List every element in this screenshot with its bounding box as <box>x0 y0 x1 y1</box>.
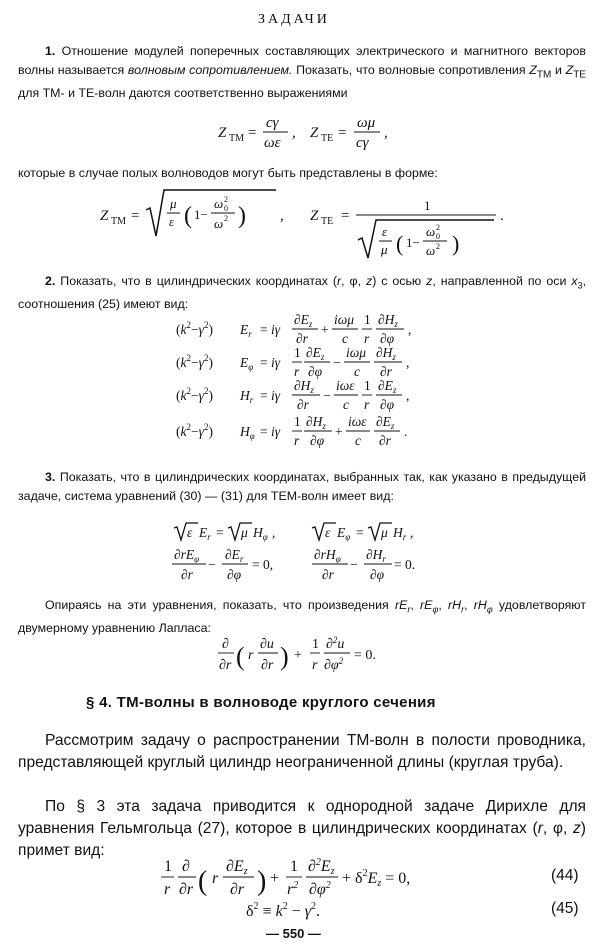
svg-text:Z: Z <box>218 125 227 141</box>
problem-3-text: 3. Показать, что в цилиндрических координатах, выбранных так, как указано в предыдущей задаче, система уравнений (30) — (31) для ТЕМ-волн имеет вид: <box>18 470 587 503</box>
svg-text:,: , <box>408 322 412 337</box>
svg-text:): ) <box>280 642 289 671</box>
svg-text:= iγ: = iγ <box>260 424 281 439</box>
svg-text:Er: $E_r$ <box>199 525 211 542</box>
problem-3-text-b: Опираясь на эти уравнения, показать, что произведения $rE_r$, $rE_\varphi$, $rH_r$, $rH_\varphi$ удовлетворяют двумерному уравнению Лапласа: <box>18 598 586 636</box>
svg-text:): ) <box>257 866 267 897</box>
svg-text:∂Hz: $\partial H_z$ <box>294 378 314 395</box>
svg-text:ωε: ωε <box>264 135 281 151</box>
svg-text:=: = <box>131 208 140 224</box>
svg-text:Z: Z <box>310 125 319 141</box>
svg-text:∂Hz: $\partial H_z$ <box>378 312 398 329</box>
svg-text:∂r: ∂r <box>179 881 194 898</box>
svg-text:=: = <box>338 125 347 141</box>
svg-text:,: , <box>406 355 410 370</box>
svg-text:∂Er: $\partial E_r$ <box>225 547 244 564</box>
svg-text:ω: ω <box>214 196 224 211</box>
svg-text:1: 1 <box>424 198 431 213</box>
svg-text:δ2 ≡ k2 − γ2.: $\delta^2 \equiv k^2 - \gamma^2$. <box>246 901 321 920</box>
problem-1-term: волновым сопротивлением. <box>127 63 293 77</box>
svg-text:μ: μ <box>381 525 388 540</box>
svg-text:∂: ∂ <box>222 637 229 652</box>
page-title: ЗАДАЧИ <box>258 12 330 27</box>
svg-text:(k2−γ2): $(k^2-\gamma^2)$ <box>176 320 213 337</box>
section-paragraph-1: Рассмотрим задачу о распространении ТМ-волн в полости проводника, представляющей круглый цилиндр неограниченной длины (круглая труба). <box>18 732 586 771</box>
svg-text:r: r <box>294 433 300 448</box>
svg-text:c: c <box>343 397 349 412</box>
svg-text:ε: ε <box>187 525 193 540</box>
svg-text:∂r: ∂r <box>261 658 274 673</box>
problem-2-equations <box>176 310 436 460</box>
svg-text:∂Hz: $\partial H_z$ <box>306 414 326 431</box>
svg-text:∂φ: ∂φ <box>227 567 242 582</box>
svg-text:μ: μ <box>170 196 177 211</box>
svg-text:∂φ2: $\partial\varphi^2$ <box>309 880 331 898</box>
svg-text:Er: $E_r$ <box>240 322 252 339</box>
svg-text:=: = <box>248 125 257 141</box>
svg-text:1: 1 <box>294 414 301 429</box>
svg-text:=: = <box>216 525 224 540</box>
svg-text:Hφ: $H_\varphi$ <box>253 525 268 542</box>
svg-text:r: r <box>364 331 370 346</box>
svg-text:∂: ∂ <box>182 858 190 875</box>
svg-text:∂2u: ∂$^2$u <box>326 635 345 652</box>
svg-text:ω: ω <box>214 216 224 231</box>
svg-text:r: r <box>248 648 254 663</box>
svg-text:1: 1 <box>294 345 301 360</box>
svg-text:(: ( <box>198 866 208 897</box>
svg-text:,: , <box>384 125 388 141</box>
svg-text:1: 1 <box>364 378 371 393</box>
svg-text:∂2Ez: ∂$^2$Ez <box>308 857 335 877</box>
svg-text:c: c <box>342 331 348 346</box>
svg-text:TE: TE <box>321 216 334 227</box>
svg-text:∂φ: ∂φ <box>380 397 395 412</box>
svg-text:(k2−γ2): $(k^2-\gamma^2)$ <box>176 422 213 439</box>
svg-text:cγ: cγ <box>356 135 369 151</box>
svg-text:∂Ez: $\partial E_z$ <box>294 312 313 329</box>
svg-text:+: + <box>335 424 343 439</box>
svg-text:2: 2 <box>436 242 440 251</box>
svg-text:cγ: cγ <box>266 115 279 131</box>
svg-text:∂r: ∂r <box>322 567 334 582</box>
equation-44 <box>160 856 450 900</box>
problem-1-text-a: Отношение модулей поперечных составляющих электрического и магнитного векторов волны называется <box>18 44 586 77</box>
svg-text:): ) <box>452 231 460 256</box>
svg-text:r: r <box>212 870 219 887</box>
svg-text:Hr: $H_r$ <box>393 525 407 542</box>
svg-text:=: = <box>356 525 364 540</box>
svg-text:= iγ: = iγ <box>260 355 281 370</box>
svg-text:ε: ε <box>382 224 388 239</box>
svg-text:TE: TE <box>321 133 334 144</box>
problem-3-number: 3. <box>45 470 56 484</box>
svg-text:=: = <box>341 208 350 224</box>
svg-text:1−: 1− <box>194 207 208 222</box>
svg-text:1−: 1− <box>406 235 420 250</box>
svg-text:2: 2 <box>436 223 440 232</box>
svg-text:∂Ez: ∂Ez <box>226 858 248 877</box>
svg-text:iωε: iωε <box>336 378 355 393</box>
problem-1-text-d: которые в случае полых волноводов могут быть представлены в форме: <box>18 166 438 180</box>
svg-text:= 0.: = 0. <box>354 648 376 663</box>
svg-text:∂φ2: $\partial\varphi^2$ <box>324 656 344 673</box>
svg-text:∂φ: ∂φ <box>380 331 395 346</box>
problem-1-equation-2 <box>98 188 508 260</box>
problem-1-number: 1. <box>45 44 56 58</box>
svg-text:∂Ez: $\partial E_z$ <box>306 345 325 362</box>
svg-text:∂u: ∂u <box>260 637 274 652</box>
svg-text:Hφ: $H_\varphi$ <box>240 424 255 441</box>
problem-2-text: 2. Показать, что в цилиндрических координатах (r, φ, z) с осью z, направленной по оси $x_3$, соотношения (25) имеют вид: <box>18 274 587 312</box>
svg-text:1: 1 <box>312 637 319 652</box>
svg-text:∂r: ∂r <box>296 331 308 346</box>
equation-45 <box>244 898 364 924</box>
svg-text:−: − <box>323 388 331 403</box>
svg-text:Eφ: $E_\varphi$ <box>337 525 351 542</box>
svg-text:∂r: ∂r <box>379 433 391 448</box>
problem-1-equation-1 <box>210 112 400 152</box>
svg-text:,: , <box>292 125 296 141</box>
svg-text:r: r <box>364 397 370 412</box>
svg-text:μ: μ <box>381 242 388 257</box>
svg-text:1: 1 <box>290 858 298 875</box>
svg-text:r: r <box>164 881 171 898</box>
svg-text:,: , <box>406 388 410 403</box>
svg-text:Hr: $H_r$ <box>240 388 254 405</box>
svg-text:.: . <box>500 208 504 224</box>
svg-text:+ δ2Ez = 0,: + $\delta^2Ez = 0$, <box>342 868 411 889</box>
svg-text:c: c <box>355 433 361 448</box>
svg-text:(k2−γ2): $(k^2-\gamma^2)$ <box>176 386 213 403</box>
svg-text:iωε: iωε <box>348 414 367 429</box>
svg-text:= 0,: = 0, <box>252 557 274 572</box>
svg-text:2: 2 <box>224 214 228 223</box>
svg-text:∂r: ∂r <box>181 567 193 582</box>
svg-text:iωμ: iωμ <box>346 345 367 360</box>
svg-text:c: c <box>354 364 360 379</box>
svg-text:∂φ: ∂φ <box>308 364 323 379</box>
svg-text:Z: Z <box>100 208 109 224</box>
equation-44-number: (44) <box>551 867 579 884</box>
svg-text:−: − <box>208 557 216 572</box>
svg-text:,: , <box>280 208 284 224</box>
svg-text:ω: ω <box>426 243 436 258</box>
svg-text:∂r: ∂r <box>297 397 309 412</box>
svg-text:r: r <box>294 364 300 379</box>
svg-text:.: . <box>404 424 408 439</box>
svg-text:ω: ω <box>426 224 436 239</box>
svg-text:∂r: ∂r <box>380 364 392 379</box>
svg-text:ε: ε <box>169 214 175 229</box>
svg-text:(: ( <box>184 203 192 229</box>
svg-text:∂Hz: $\partial H_z$ <box>376 345 396 362</box>
svg-text:iωμ: iωμ <box>334 312 355 327</box>
svg-text:TM: TM <box>111 216 126 227</box>
svg-text:+: + <box>294 648 302 663</box>
svg-text:+: + <box>321 322 329 337</box>
svg-text:Z: Z <box>310 208 319 224</box>
svg-text:0: 0 <box>224 204 228 213</box>
svg-text:(: ( <box>236 642 245 671</box>
problem-3-equations <box>172 522 432 588</box>
svg-text:(k2−γ2): $(k^2-\gamma^2)$ <box>176 353 213 370</box>
problem-1-text: 1. Отношение модулей поперечных составляющих электрического и магнитного векторов волны называется волновым сопротивлением. Показать, что волновые сопротивления $Z_{ТМ}$ и $Z_{ТЕ}$ для ТМ- и ТЕ-волн даются соответственно выражениями <box>18 44 586 101</box>
svg-text:μ: μ <box>241 525 248 540</box>
svg-text:r2: $r^2$ <box>287 880 299 898</box>
svg-text:= iγ: = iγ <box>260 388 281 403</box>
svg-text:0: 0 <box>436 232 440 241</box>
svg-text:+: + <box>270 870 280 887</box>
svg-text:ωμ: ωμ <box>357 115 376 131</box>
svg-text:−: − <box>333 355 341 370</box>
svg-text:∂rHφ: $\partial rH_\varphi$ <box>314 547 341 564</box>
svg-text:ε: ε <box>325 525 331 540</box>
page-number: — 550 — <box>266 926 321 941</box>
svg-text:−: − <box>350 557 358 572</box>
svg-text:∂rEφ: $\partial rE_\varphi$ <box>174 547 200 564</box>
svg-text:Eφ: $E_\varphi$ <box>240 355 254 372</box>
svg-text:= 0.: = 0. <box>394 557 416 572</box>
svg-text:TM: TM <box>229 133 244 144</box>
equation-45-number: (45) <box>551 900 579 917</box>
svg-text:∂Hr: $\partial H_r$ <box>366 547 386 564</box>
svg-text:∂Ez: $\partial E_z$ <box>376 414 395 431</box>
svg-text:1: 1 <box>364 312 371 327</box>
section-heading: § 4. ТМ-волны в волноводе круглого сечения <box>86 694 436 711</box>
svg-text:r: r <box>312 658 318 673</box>
svg-text:= iγ: = iγ <box>260 322 281 337</box>
section-paragraph-2: По § 3 эта задача приводится к однородной задаче Дирихле для уравнения Гельмгольца (27), которое в цилиндрических координатах (r, φ, z) примет вид: <box>18 798 586 859</box>
svg-text:2: 2 <box>224 195 228 204</box>
svg-text:): ) <box>238 203 246 229</box>
problem-3-laplace-equation <box>216 632 416 678</box>
svg-text:∂Ez: $\partial E_z$ <box>378 378 397 395</box>
svg-text:,: , <box>410 525 414 540</box>
svg-text:,: , <box>272 525 276 540</box>
svg-text:1: 1 <box>164 858 172 875</box>
problem-2-number: 2. <box>45 274 56 288</box>
svg-text:∂r: ∂r <box>219 658 232 673</box>
svg-text:∂φ: ∂φ <box>310 433 325 448</box>
svg-text:∂r: ∂r <box>230 881 245 898</box>
svg-text:∂φ: ∂φ <box>370 567 385 582</box>
svg-text:(: ( <box>396 231 404 256</box>
